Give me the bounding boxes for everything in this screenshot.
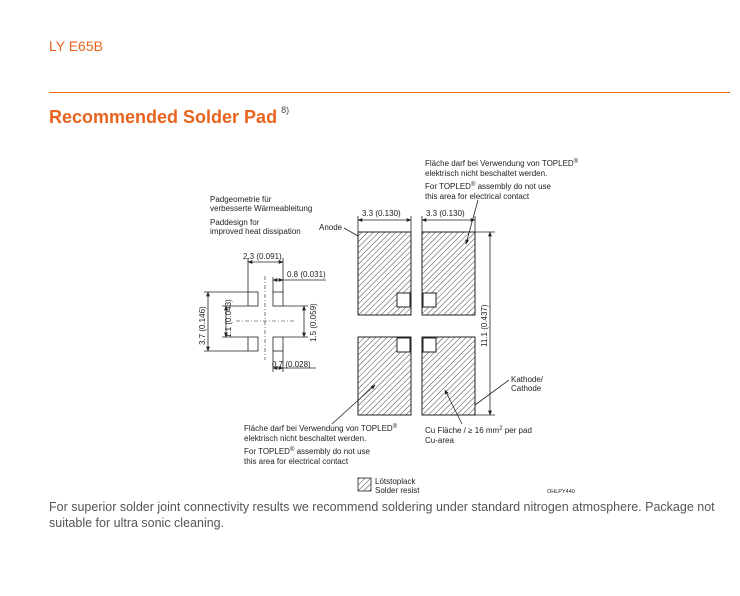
pad-design-en-line1: Paddesign for xyxy=(210,218,260,227)
dim-1-1: 1.1 (0.043) xyxy=(224,299,233,338)
dim-3-3-left: 3.3 (0.130) xyxy=(362,209,401,218)
cu-area-de: Cu Fläche / ≥ 16 mm xyxy=(425,426,500,435)
pad-window xyxy=(397,338,410,352)
pad-geometry-de-line2: verbesserte Wärmeableitung xyxy=(210,204,313,213)
drawing-code: OHLPY440 xyxy=(547,489,575,495)
cu-area-en: Cu-area xyxy=(425,436,454,445)
cu-area-sup: 2 xyxy=(499,426,503,432)
dim-3-7: 3.7 (0.146) xyxy=(198,306,207,345)
cu-area-de-b: per pad xyxy=(502,426,532,435)
registered-mark: ® xyxy=(392,424,398,430)
svg-text:Fläche darf bei Verwendung von xyxy=(244,423,398,433)
anode-label: Anode xyxy=(319,223,343,232)
pad-design-en-line2: improved heat dissipation xyxy=(210,227,301,236)
cathode-label: Cathode xyxy=(511,384,542,393)
svg-text:For TOPLED® assembly do not us xyxy=(425,181,552,191)
area-top-en-line1: For TOPLED xyxy=(425,182,471,191)
area-bottom-de-line1: Fläche darf bei Verwendung von TOPLED xyxy=(244,424,393,433)
pad-window xyxy=(423,338,436,352)
dim-3-3-right: 3.3 (0.130) xyxy=(426,209,465,218)
document-id: LY E65B xyxy=(49,38,103,54)
area-top-en-line2: this area for electrical contact xyxy=(425,192,530,201)
area-top-de-line2: elektrisch nicht beschaltet werden. xyxy=(425,169,548,178)
registered-mark: ® xyxy=(470,182,476,188)
pad-window xyxy=(423,293,436,307)
legend-label-en: Solder resist xyxy=(375,486,420,495)
area-bottom-de-line2: elektrisch nicht beschaltet werden. xyxy=(244,434,367,443)
small-pad xyxy=(248,337,258,351)
kathode-label: Kathode/ xyxy=(511,375,544,384)
legend-label-de: Lötstoplack xyxy=(375,477,416,486)
footnote-ref: 8) xyxy=(281,105,290,115)
area-top-en-line1b: assembly do not use xyxy=(475,182,551,191)
registered-mark: ® xyxy=(289,447,295,453)
area-bottom-en-line1b: assembly do not use xyxy=(294,447,370,456)
legend-swatch xyxy=(358,478,371,491)
svg-text:Fläche darf bei Verwendung von xyxy=(425,158,579,168)
area-top-de-line1: Fläche darf bei Verwendung von TOPLED xyxy=(425,159,574,168)
dim-1-5: 1.5 (0.059) xyxy=(309,303,318,342)
dim-0-7: 0.7 (0.028) xyxy=(272,360,311,369)
small-pad xyxy=(273,337,283,351)
small-pad xyxy=(248,292,258,306)
section-title-text: Recommended Solder Pad xyxy=(49,107,278,127)
footnote-text: For superior solder joint connectivity results we recommend soldering under standard nitrogen atmosphere. Package not suitable for ultra sonic cleaning. xyxy=(49,500,715,530)
pad-window xyxy=(397,293,410,307)
area-bottom-en-line2: this area for electrical contact xyxy=(244,457,349,466)
dim-0-8: 0.8 (0.031) xyxy=(287,270,326,279)
svg-text:Cu Fläche / ≥ 16 mm2 per pad xyxy=(425,426,532,435)
small-pad xyxy=(273,292,283,306)
pad-geometry-de-line1: Padgeometrie für xyxy=(210,195,272,204)
dim-2-3: 2.3 (0.091) xyxy=(243,252,282,261)
dim-11-1: 11.1 (0.437) xyxy=(480,304,489,347)
area-bottom-en-line1: For TOPLED xyxy=(244,447,290,456)
svg-text:For TOPLED® assembly do not us xyxy=(244,446,371,456)
registered-mark: ® xyxy=(573,159,579,165)
